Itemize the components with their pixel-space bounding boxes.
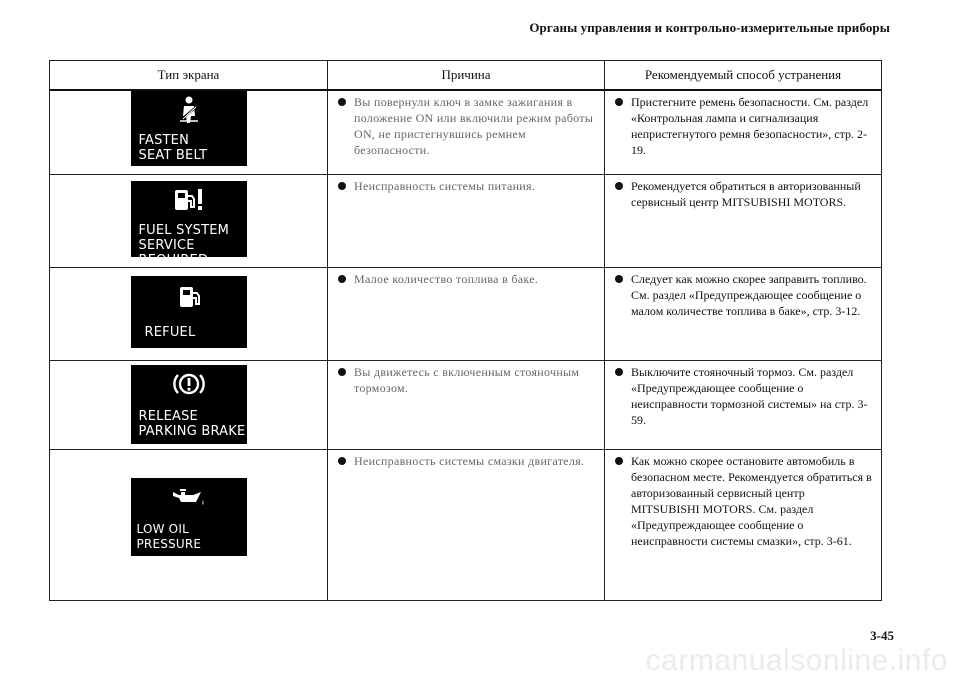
cause-cell [328,450,605,601]
remedy-cell [605,175,882,268]
screen-cell [50,175,328,268]
fuel-pump-icon [131,284,247,315]
remedy-cell [605,361,882,450]
page-number: 3-45 [870,628,894,643]
remedy-cell [605,450,882,601]
table-row [50,361,882,450]
remedy-text: Пристегните ремень безопасности. См. раздел «Контрольная лампа и сигнализация непристегнутого ремня безопасности», стр. 2-19. [631,95,869,157]
screen-text-line-1: FASTEN [138,133,190,148]
table-header-row [50,61,882,91]
screen-text-line-2: SERVICE REQUIRED [138,238,209,268]
screen-cell [50,268,328,361]
page-header: Органы управления и контрольно-измерительные приборы [529,20,890,35]
bullet-icon [615,98,623,106]
screen-text-line-1: FUEL SYSTEM [138,223,230,238]
fuel-pump-warning-icon [131,187,247,218]
bullet-icon [338,275,346,283]
remedy-cell [605,268,882,361]
cause-cell [328,90,605,175]
remedy-text: Следует как можно скорее заправить топливо. См. раздел «Предупреждающее сообщение о малом количестве топлива в баке», стр. 3-12. [631,272,867,318]
bullet-icon [338,182,346,190]
bullet-icon [615,368,623,376]
table-row [50,268,882,361]
screen-cell [50,90,328,175]
bullet-icon [615,182,623,190]
screen-cell [50,361,328,450]
screen-text-line-2: PARKING BRAKE [138,424,246,439]
watermark: carmanualsonline.info [645,644,948,677]
bullet-icon [615,275,623,283]
remedy-text: Рекомендуется обратиться в авторизованный сервисный центр MITSUBISHI MOTORS. [631,179,861,209]
screen-text-line-1: REFUEL [144,325,196,340]
column-header-cause: Причина [328,61,605,91]
bullet-icon [338,368,346,376]
screen-text-line-1: RELEASE [138,409,198,424]
screen-cell [50,450,328,601]
cause-text: Неисправность системы смазки двигателя. [354,454,585,468]
table-row [50,450,882,601]
seat-belt-warning-icon [131,95,247,130]
warning-messages-table [49,60,882,601]
cause-cell [328,361,605,450]
column-header-remedy: Рекомендуемый способ устранения [605,61,882,91]
display-screen-fuel-system [131,181,247,268]
screen-text-line-2: SEAT BELT [138,148,208,163]
display-screen-low-oil-pressure [131,478,247,556]
remedy-text: Выключите стояночный тормоз. См. раздел «Предупреждающее сообщение о неисправности тормозной системы» на стр. 3-59. [631,365,868,427]
table-row [50,175,882,268]
remedy-text: Как можно скорее остановите автомобиль в безопасном месте. Рекомендуется обратиться в авторизованный сервисный центр MITSUBISHI MOTORS. См. раздел «Предупреждающее сообщение о неисправности системы смазки», стр. 3-61. [631,454,872,548]
cause-text: Малое количество топлива в баке. [354,272,539,286]
parking-brake-icon [131,369,247,404]
cause-text: Неисправность системы питания. [354,179,536,193]
column-header-screen-type: Тип экрана [50,61,328,91]
oil-can-icon [131,486,247,513]
table-row [50,90,882,175]
display-screen-release-parking-brake [131,365,247,444]
remedy-cell [605,90,882,175]
cause-cell [328,268,605,361]
bullet-icon [615,457,623,465]
cause-cell [328,175,605,268]
cause-text: Вы повернули ключ в замке зажигания в положение ON или включили режим работы ON, не пристегнувшись ремнем безопасности. [354,95,594,157]
display-screen-fasten-seat-belt [131,91,247,166]
bullet-icon [338,457,346,465]
cause-text: Вы движетесь с включенным стояночным тормозом. [354,365,580,395]
display-screen-refuel [131,276,247,348]
screen-text-line-1: LOW OIL PRESSURE [136,522,202,551]
bullet-icon [338,98,346,106]
